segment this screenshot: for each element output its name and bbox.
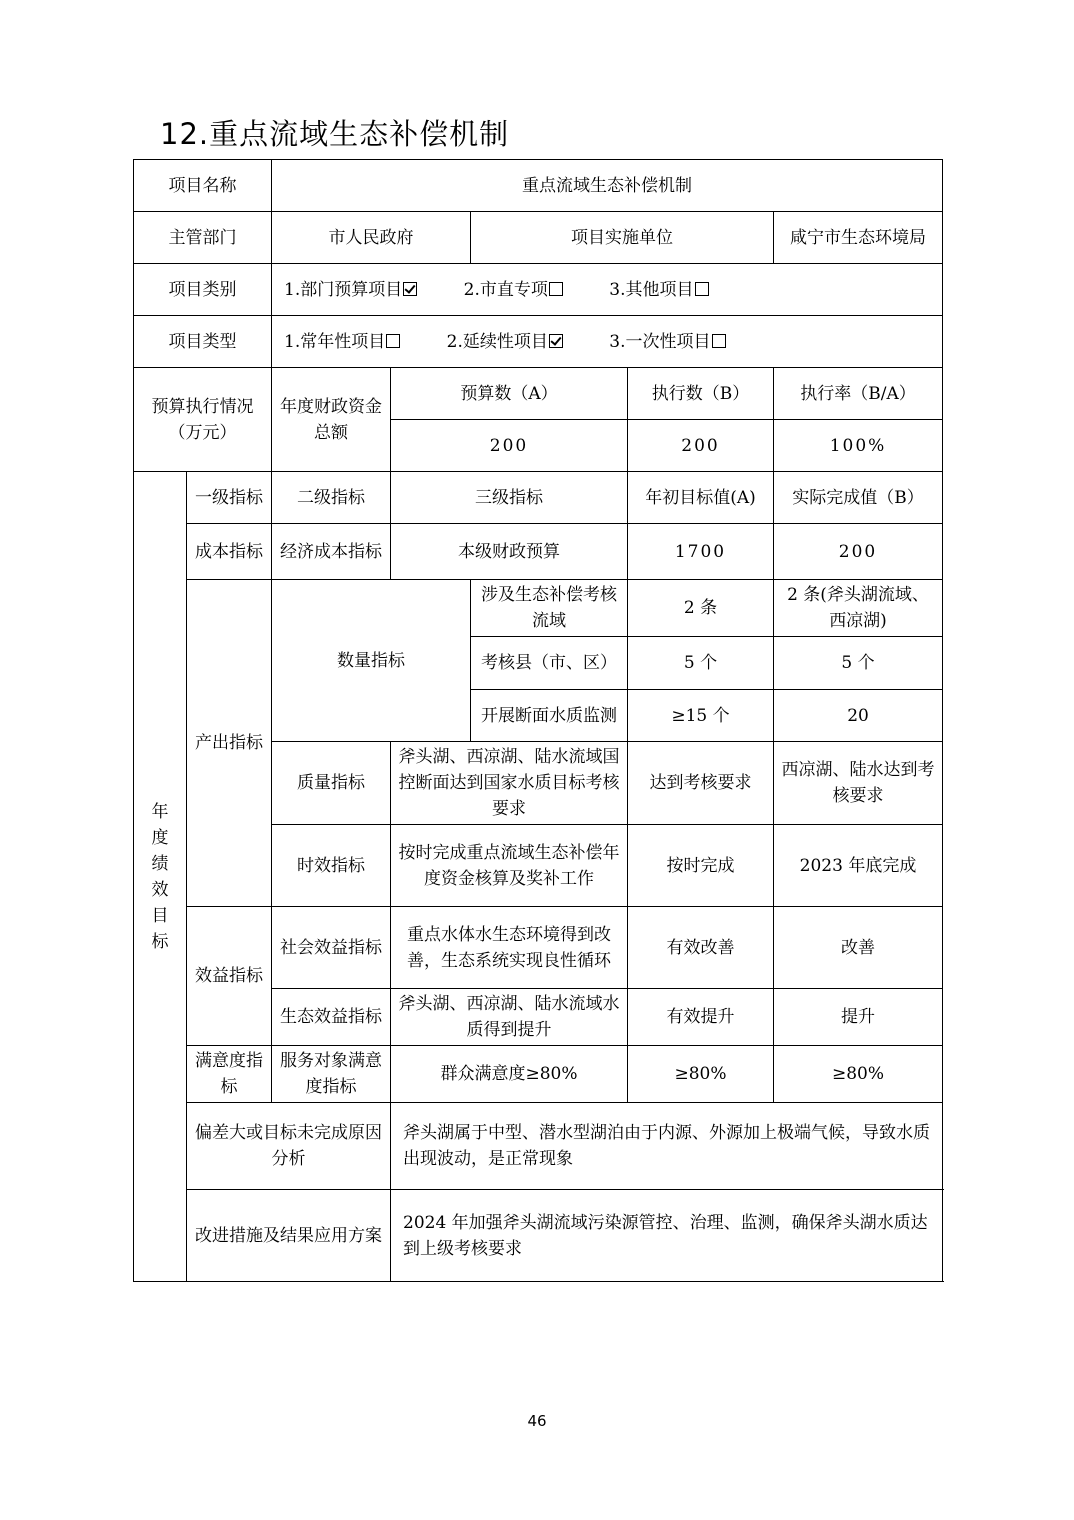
social-level2: 社会效益指标 xyxy=(272,907,391,989)
dept-value: 市人民政府 xyxy=(272,212,471,264)
row-deviation xyxy=(134,1103,943,1190)
category-option xyxy=(609,280,709,300)
budget-val-a: 200 xyxy=(391,420,628,472)
header-actual: 实际完成值（B） xyxy=(774,472,943,524)
row-improvement xyxy=(134,1190,943,1282)
category-option xyxy=(464,280,564,300)
row-indicator-header xyxy=(134,472,943,524)
cost-level1: 成本指标 xyxy=(187,524,272,580)
quality-actual: 西凉湖、陆水达到考核要求 xyxy=(774,742,943,825)
quantity-target: ≥15 个 xyxy=(628,690,774,742)
type-options xyxy=(272,316,943,368)
quality-level2: 质量指标 xyxy=(272,742,391,825)
checkbox-icon xyxy=(403,282,417,296)
checkbox-icon xyxy=(712,334,726,348)
row-type xyxy=(134,316,943,368)
timeliness-actual: 2023 年底完成 xyxy=(774,825,943,907)
deviation-text: 斧头湖属于中型、潜水型湖泊由于内源、外源加上极端气候，导致水质出现波动，是正常现象 xyxy=(391,1103,943,1190)
quantity-level3: 涉及生态补偿考核流域 xyxy=(471,580,628,637)
ecological-level3: 斧头湖、西凉湖、陆水流域水质得到提升 xyxy=(391,989,628,1046)
budget-col-b: 执行数（B） xyxy=(628,368,774,420)
page-title: 12.重点流域生态补偿机制 xyxy=(160,117,510,151)
checkbox-icon xyxy=(386,334,400,348)
quantity-target: 2 条 xyxy=(628,580,774,637)
social-target: 有效改善 xyxy=(628,907,774,989)
header-level3: 三级指标 xyxy=(391,472,628,524)
improvement-label: 改进措施及结果应用方案 xyxy=(187,1190,391,1282)
quantity-level2: 数量指标 xyxy=(272,580,471,742)
table-row xyxy=(134,907,943,989)
budget-label: 预算执行情况（万元） xyxy=(134,368,272,472)
row-project-name xyxy=(134,160,943,212)
table-row xyxy=(134,580,943,637)
ecological-level2: 生态效益指标 xyxy=(272,989,391,1046)
checkbox-icon xyxy=(695,282,709,296)
performance-table xyxy=(133,159,943,1282)
checkbox-icon xyxy=(549,334,563,348)
project-name-label: 项目名称 xyxy=(134,160,272,212)
category-options xyxy=(272,264,943,316)
cost-target: 1700 xyxy=(628,524,774,580)
option-text: 1.常年性项目 xyxy=(284,331,386,352)
option-text: 1.部门预算项目 xyxy=(284,279,403,300)
quality-level3: 斧头湖、西凉湖、陆水流域国控断面达到国家水质目标考核要求 xyxy=(391,742,628,825)
social-actual: 改善 xyxy=(774,907,943,989)
option-text: 2.市直专项 xyxy=(463,279,548,300)
project-name-value: 重点流域生态补偿机制 xyxy=(272,160,943,212)
satisfaction-target: ≥80% xyxy=(628,1046,774,1103)
satisfaction-level2: 服务对象满意度指标 xyxy=(272,1046,391,1103)
quantity-level3: 考核县（市、区） xyxy=(471,637,628,690)
header-level2: 二级指标 xyxy=(272,472,391,524)
option-text: 3.其他项目 xyxy=(609,279,694,300)
cost-actual: 200 xyxy=(774,524,943,580)
header-level1: 一级指标 xyxy=(187,472,272,524)
timeliness-level2: 时效指标 xyxy=(272,825,391,907)
category-option xyxy=(284,280,418,300)
quantity-target: 5 个 xyxy=(628,637,774,690)
row-budget-header xyxy=(134,368,943,420)
satisfaction-actual: ≥80% xyxy=(774,1046,943,1103)
table-row xyxy=(134,524,943,580)
timeliness-level3: 按时完成重点流域生态补偿年度资金核算及奖补工作 xyxy=(391,825,628,907)
row-category xyxy=(134,264,943,316)
quality-target: 达到考核要求 xyxy=(628,742,774,825)
fund-label: 年度财政资金总额 xyxy=(272,368,391,472)
budget-val-b: 200 xyxy=(628,420,774,472)
satisfaction-level3: 群众满意度≥80% xyxy=(391,1046,628,1103)
checkbox-icon xyxy=(549,282,563,296)
header-target: 年初目标值(A) xyxy=(628,472,774,524)
type-option xyxy=(609,332,726,352)
output-level1: 产出指标 xyxy=(187,580,272,907)
dept-label: 主管部门 xyxy=(134,212,272,264)
impl-value: 咸宁市生态环境局 xyxy=(774,212,943,264)
ecological-actual: 提升 xyxy=(774,989,943,1046)
satisfaction-level1: 满意度指 标 xyxy=(187,1046,272,1103)
benefit-level1: 效益指标 xyxy=(187,907,272,1046)
impl-label: 项目实施单位 xyxy=(471,212,774,264)
section-label-text: 年度绩效目标 xyxy=(151,801,169,952)
deviation-label: 偏差大或目标未完成原因分析 xyxy=(187,1103,391,1190)
type-option xyxy=(284,332,401,352)
improvement-text: 2024 年加强斧头湖流域污染源管控、治理、监测，确保斧头湖水质达到上级考核要求 xyxy=(391,1190,943,1282)
cost-level3: 本级财政预算 xyxy=(391,524,628,580)
section-label xyxy=(134,472,187,1282)
quantity-actual: 2 条(斧头湖流域、西凉湖) xyxy=(774,580,943,637)
category-label: 项目类别 xyxy=(134,264,272,316)
option-text: 2.延续性项目 xyxy=(446,331,548,352)
table-row xyxy=(134,1046,943,1103)
social-level3: 重点水体水生态环境得到改善，生态系统实现良性循环 xyxy=(391,907,628,989)
budget-val-rate: 100% xyxy=(774,420,943,472)
cost-level2: 经济成本指标 xyxy=(272,524,391,580)
type-option xyxy=(447,332,564,352)
timeliness-target: 按时完成 xyxy=(628,825,774,907)
budget-col-rate: 执行率（B/A） xyxy=(774,368,943,420)
option-text: 3.一次性项目 xyxy=(609,331,711,352)
quantity-actual: 20 xyxy=(774,690,943,742)
ecological-target: 有效提升 xyxy=(628,989,774,1046)
quantity-actual: 5 个 xyxy=(774,637,943,690)
page-number: 46 xyxy=(527,1412,547,1430)
quantity-level3: 开展断面水质监测 xyxy=(471,690,628,742)
type-label: 项目类型 xyxy=(134,316,272,368)
budget-col-a: 预算数（A） xyxy=(391,368,628,420)
row-department xyxy=(134,212,943,264)
